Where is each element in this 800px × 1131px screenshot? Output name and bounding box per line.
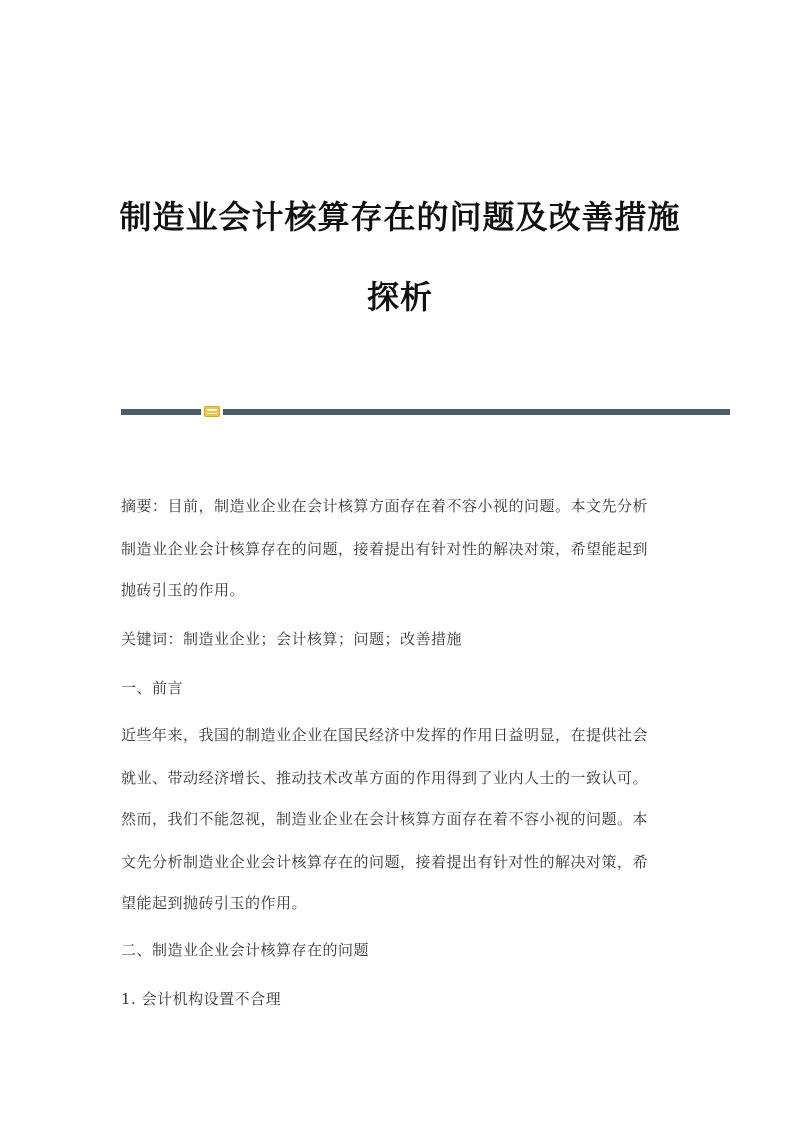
title-divider-right (223, 409, 730, 415)
abstract-line-1: 摘要：目前，制造业企业在会计核算方面存在着不容小视的问题。本文先分析 (121, 497, 649, 515)
title-divider-left (121, 409, 201, 415)
abstract-line-3: 抛砖引玉的作用。 (121, 581, 246, 599)
intro-paragraph-line-3: 然而，我们不能忽视，制造业企业在会计核算方面存在着不容小视的问题。本 (121, 810, 649, 828)
intro-paragraph-line-4: 文先分析制造业企业会计核算存在的问题，接着提出有针对性的解决对策，希 (121, 853, 649, 871)
section-heading-intro: 一、前言 (121, 679, 184, 697)
intro-paragraph-line-2: 就业、带动经济增长、推动技术改革方面的作用得到了业内人士的一致认可。 (121, 769, 649, 787)
keywords: 关键词：制造业企业；会计核算；问题；改善措施 (121, 630, 463, 648)
subsection-heading-1: 1. 会计机构设置不合理 (121, 990, 282, 1008)
document-icon (204, 406, 220, 417)
intro-paragraph-line-1: 近些年来，我国的制造业企业在国民经济中发挥的作用日益明显，在提供社会 (121, 726, 649, 744)
intro-paragraph-line-5: 望能起到抛砖引玉的作用。 (121, 894, 308, 912)
document-title-line-2: 探析 (366, 278, 433, 316)
section-heading-problems: 二、制造业企业会计核算存在的问题 (121, 941, 370, 959)
document-title-line-1: 制造业会计核算存在的问题及改善措施 (119, 198, 681, 236)
abstract-line-2: 制造业企业会计核算存在的问题，接着提出有针对性的解决对策，希望能起到 (121, 540, 649, 558)
